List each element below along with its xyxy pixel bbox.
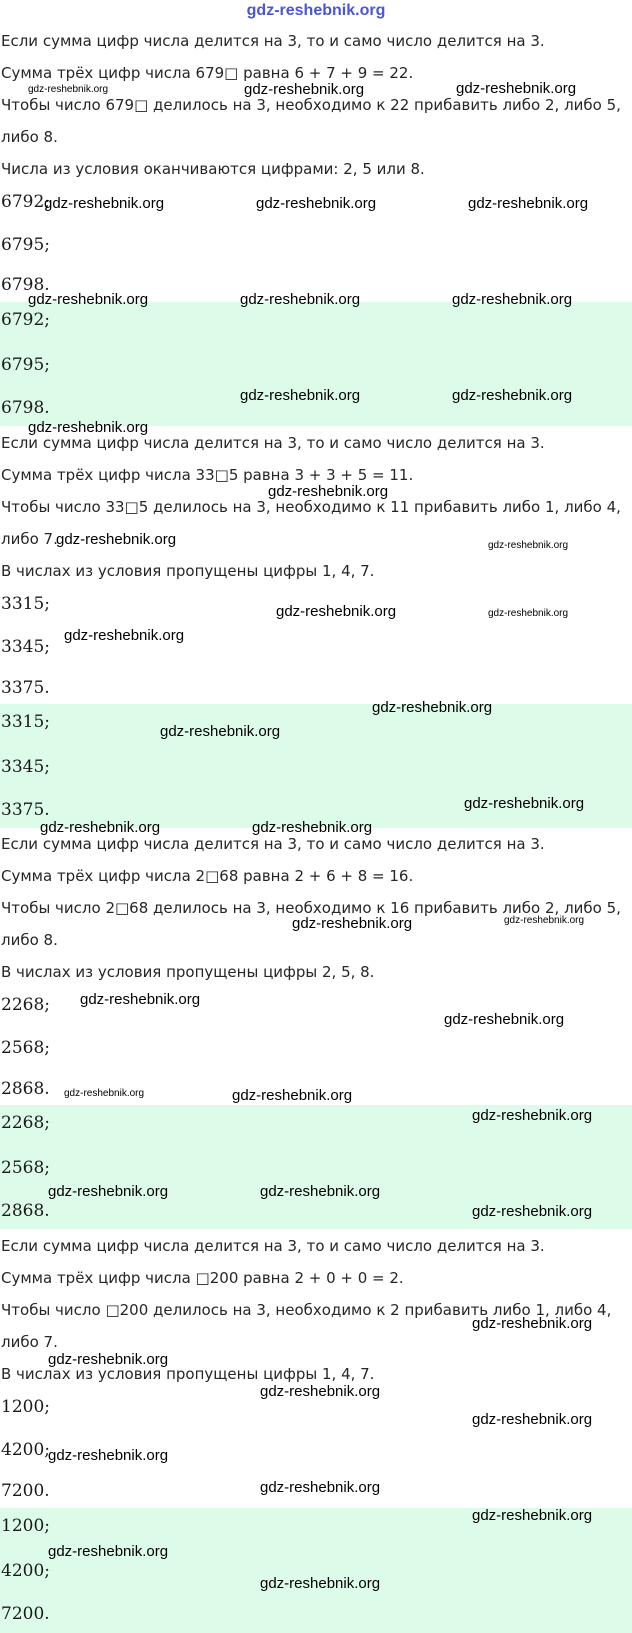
number: 3315; (1, 594, 50, 614)
sum-text: Сумма трёх цифр числа 679□ равна 6 + 7 + 9 = 22. (1, 64, 414, 82)
answer-number: 6792; (1, 310, 50, 330)
number: 1200; (1, 1397, 50, 1417)
sum-text: Сумма трёх цифр числа 2□68 равна 2 + 6 + 8 = 16. (1, 867, 414, 885)
watermark: gdz-reshebnik.org (160, 723, 281, 740)
watermark: gdz-reshebnik.org (48, 1447, 169, 1464)
rule-text: Если сумма цифр числа делится на 3, то и само число делится на 3. (1, 1237, 545, 1255)
need-text-cont: либо 8. (1, 128, 58, 146)
number: 6792; (1, 192, 50, 212)
number: 3345; (1, 637, 50, 657)
watermark: gdz-reshebnik.org (260, 1575, 381, 1592)
answer-number: 2268; (1, 1113, 50, 1133)
answer-number: 7200. (1, 1604, 50, 1624)
answer-number: 6798. (1, 398, 50, 418)
need-text-cont: либо 8. (1, 931, 58, 949)
watermark: gdz-reshebnik.org (64, 1088, 145, 1099)
answer-number: 2868. (1, 1201, 50, 1221)
answer-number: 3315; (1, 712, 50, 732)
watermark: gdz-reshebnik.org (48, 1351, 169, 1368)
watermark: gdz-reshebnik.org (260, 1183, 381, 1200)
watermark: gdz-reshebnik.org (256, 195, 377, 212)
watermark: gdz-reshebnik.org (240, 291, 361, 308)
number: 6798. (1, 275, 50, 295)
number: 2568; (1, 1038, 50, 1058)
watermark: gdz-reshebnik.org (240, 387, 361, 404)
need-text-cont: либо 7. (1, 530, 58, 548)
watermark: gdz-reshebnik.org (292, 915, 413, 932)
watermark: gdz-reshebnik.org (472, 1107, 593, 1124)
need-text: Чтобы число 33□5 делилось на 3, необходимо к 11 прибавить либо 1, либо 4, (1, 498, 621, 516)
watermark: gdz-reshebnik.org (260, 1479, 381, 1496)
watermark: gdz-reshebnik.org (48, 1543, 169, 1560)
watermark: gdz-reshebnik.org (452, 291, 573, 308)
condition-text: В числах из условия пропущены цифры 2, 5, 8. (1, 963, 375, 981)
watermark: gdz-reshebnik.org (28, 84, 109, 95)
watermark: gdz-reshebnik.org (472, 1411, 593, 1428)
watermark: gdz-reshebnik.org (464, 795, 585, 812)
watermark: gdz-reshebnik.org (268, 483, 389, 500)
watermark: gdz-reshebnik.org (56, 531, 177, 548)
number: 7200. (1, 1481, 50, 1501)
condition-text: В числах из условия пропущены цифры 1, 4, 7. (1, 562, 375, 580)
watermark: gdz-reshebnik.org (276, 603, 397, 620)
watermark: gdz-reshebnik.org (456, 80, 577, 97)
condition-text: В числах из условия пропущены цифры 1, 4, 7. (1, 1365, 375, 1383)
answer-number: 4200; (1, 1561, 50, 1581)
watermark: gdz-reshebnik.org (472, 1507, 593, 1524)
condition-text: Числа из условия оканчиваются цифрами: 2, 5 или 8. (1, 160, 425, 178)
watermark: gdz-reshebnik.org (44, 195, 165, 212)
watermark: gdz-reshebnik.org (244, 81, 365, 98)
answer-number: 6795; (1, 355, 50, 375)
watermark: gdz-reshebnik.org (472, 1315, 593, 1332)
need-text-cont: либо 7. (1, 1333, 58, 1351)
need-text: Чтобы число 2□68 делилось на 3, необходимо к 16 прибавить либо 2, либо 5, (1, 899, 621, 917)
watermark: gdz-reshebnik.org (444, 1011, 565, 1028)
number: 3375. (1, 678, 50, 698)
site-header[interactable]: gdz-reshebnik.org (246, 2, 386, 19)
answer-number: 3345; (1, 757, 50, 777)
answer-number: 1200; (1, 1516, 50, 1536)
sum-text: Сумма трёх цифр числа □200 равна 2 + 0 + 0 = 2. (1, 1269, 404, 1287)
watermark: gdz-reshebnik.org (488, 540, 569, 551)
watermark: gdz-reshebnik.org (504, 915, 585, 926)
watermark: gdz-reshebnik.org (232, 1087, 353, 1104)
need-text: Чтобы число □200 делилось на 3, необходимо к 2 прибавить либо 1, либо 4, (1, 1301, 612, 1319)
watermark: gdz-reshebnik.org (40, 819, 161, 836)
watermark: gdz-reshebnik.org (80, 991, 201, 1008)
sum-text: Сумма трёх цифр числа 33□5 равна 3 + 3 + 5 = 11. (1, 466, 414, 484)
number: 4200; (1, 1440, 50, 1460)
rule-text: Если сумма цифр числа делится на 3, то и само число делится на 3. (1, 835, 545, 853)
rule-text: Если сумма цифр числа делится на 3, то и само число делится на 3. (1, 32, 545, 50)
answer-number: 3375. (1, 800, 50, 820)
watermark: gdz-reshebnik.org (452, 387, 573, 404)
rule-text: Если сумма цифр числа делится на 3, то и само число делится на 3. (1, 434, 545, 452)
need-text: Чтобы число 679□ делилось на 3, необходимо к 22 прибавить либо 2, либо 5, (1, 96, 621, 114)
answer-number: 2568; (1, 1158, 50, 1178)
watermark: gdz-reshebnik.org (488, 608, 569, 619)
number: 2868. (1, 1079, 50, 1099)
watermark: gdz-reshebnik.org (468, 195, 589, 212)
answer-box (0, 1508, 632, 1633)
number: 6795; (1, 235, 50, 255)
watermark: gdz-reshebnik.org (372, 699, 493, 716)
watermark: gdz-reshebnik.org (48, 1183, 169, 1200)
watermark: gdz-reshebnik.org (64, 627, 185, 644)
answer-box (0, 302, 632, 426)
watermark: gdz-reshebnik.org (28, 419, 149, 436)
watermark: gdz-reshebnik.org (260, 1383, 381, 1400)
number: 2268; (1, 995, 50, 1015)
watermark: gdz-reshebnik.org (252, 819, 373, 836)
watermark: gdz-reshebnik.org (472, 1203, 593, 1220)
watermark: gdz-reshebnik.org (28, 291, 149, 308)
